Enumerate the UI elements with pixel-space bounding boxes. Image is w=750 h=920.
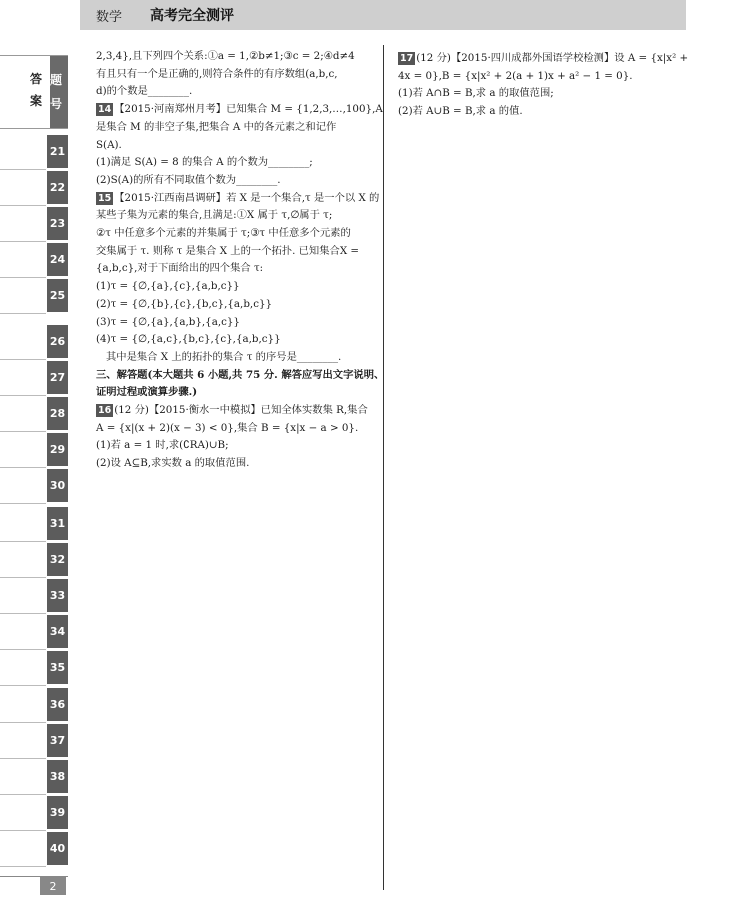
text-line (398, 85, 694, 103)
right-column (398, 50, 694, 121)
text-line (398, 103, 694, 121)
answer-line (0, 577, 46, 578)
line-text: 三、解答题(本大题共 6 小题,共 75 分. 解答应写出文字说明、 (96, 368, 385, 381)
answer-line (0, 205, 46, 206)
question-number-label: 题号 (50, 56, 68, 128)
question-number-29: 29 (47, 433, 68, 466)
question-number-33: 33 (47, 579, 68, 612)
answer-line (0, 685, 46, 686)
line-text: {a,b,c},对于下面给出的四个集合 τ: (96, 262, 264, 275)
question-number-30: 30 (47, 469, 68, 502)
answer-line (0, 359, 46, 360)
text-line (96, 437, 372, 455)
question-number-32: 32 (47, 543, 68, 576)
answer-line (0, 758, 46, 759)
text-line (96, 455, 372, 473)
question-number-40: 40 (47, 832, 68, 865)
question-number-38: 38 (47, 760, 68, 793)
line-text: (2)设 A⊆B,求实数 a 的取值范围. (96, 457, 250, 470)
text-line (96, 420, 372, 438)
question-number-37: 37 (47, 724, 68, 757)
line-text: (2)τ = {∅,{b},{c},{b,c},{a,b,c}} (96, 297, 273, 310)
answer-sidebar (0, 55, 68, 865)
line-text: d)的个数是________. (96, 85, 193, 98)
question-number-28: 28 (47, 397, 68, 430)
line-text: (1)若 A∩B = B,求 a 的取值范围; (398, 87, 554, 100)
text-line (398, 50, 694, 68)
text-line (96, 367, 385, 385)
line-text: S(A). (96, 138, 122, 151)
line-text: 证明过程或演算步骤.) (96, 386, 198, 399)
line-text: 4x = 0},B = {x|x² + 2(a + 1)x + a² − 1 = 0}. (398, 69, 633, 82)
line-text: (2)S(A)的所有不同取值个数为________. (96, 173, 281, 186)
line-text: 某些子集为元素的集合,且满足:①X 属于 τ,∅属于 τ; (96, 209, 333, 222)
line-text: 其中是集合 X 上的拓扑的集合 τ 的序号是________. (106, 350, 342, 363)
line-text: 【2015·河南郑州月考】已知集合 M = {1,2,3,…,100},A (114, 103, 383, 116)
text-line (96, 154, 372, 172)
text-line (96, 243, 372, 261)
answer-line (0, 431, 46, 432)
text-line (96, 137, 372, 155)
text-line (96, 48, 372, 66)
answer-line (0, 722, 46, 723)
question-number-34: 34 (47, 615, 68, 648)
line-text: 是集合 M 的非空子集,把集合 A 中的各元素之和记作 (96, 120, 337, 133)
question-number-21: 21 (47, 135, 68, 168)
text-line (96, 314, 372, 332)
question-number-35: 35 (47, 651, 68, 684)
left-column (96, 48, 385, 473)
text-line (96, 278, 372, 296)
question-number-39: 39 (47, 796, 68, 829)
text-line (96, 225, 372, 243)
problem-number-badge: 14 (98, 104, 112, 116)
text-line (96, 172, 372, 190)
line-text: (1)τ = {∅,{a},{c},{a,b,c}} (96, 280, 240, 293)
answer-line (0, 649, 46, 650)
line-text: (12 分)【2015·四川成都外国语学校检测】设 A = {x|x² + (416, 52, 689, 64)
question-number-24: 24 (47, 243, 68, 276)
text-line (96, 101, 383, 119)
answer-line (0, 241, 46, 242)
question-number-36: 36 (47, 688, 68, 721)
answer-line (0, 866, 46, 867)
text-line (96, 331, 372, 349)
series-title: 高考完全测评 (150, 8, 235, 24)
line-text: A = {x|(x + 2)(x − 3) < 0},集合 B = {x|x − a > 0}. (96, 421, 359, 434)
answer-line (0, 541, 46, 542)
page-header (80, 0, 686, 30)
answer-line (0, 830, 46, 831)
answer-line (0, 613, 46, 614)
text-line (96, 296, 372, 314)
question-number-22: 22 (47, 171, 68, 204)
line-text: 【2015·江西南昌调研】若 X 是一个集合,τ 是一个以 X 的 (114, 191, 380, 204)
text-line (96, 349, 372, 367)
line-text: (1)若 a = 1 时,求(∁RA)∪B; (96, 439, 229, 452)
answer-line (0, 503, 46, 504)
answer-line (0, 794, 46, 795)
line-text: 交集属于 τ. 则称 τ 是集合 X 上的一个拓扑. 已知集合X = (96, 244, 360, 257)
subject-label: 数学 (96, 9, 123, 25)
line-text: (4)τ = {∅,{a,c},{b,c},{c},{a,b,c}} (96, 333, 281, 346)
text-line (398, 68, 694, 86)
answer-header (0, 55, 68, 129)
answer-label: 答案 (30, 72, 43, 108)
page-number: 2 (40, 877, 66, 895)
line-text: 2,3,4},且下列四个关系:①a = 1,②b≠1;③c = 2;④d≠4 (96, 50, 355, 62)
question-number-25: 25 (47, 279, 68, 312)
line-text: (2)若 A∪B = B,求 a 的值. (398, 105, 523, 118)
problem-number-badge: 15 (98, 192, 112, 204)
question-number-31: 31 (47, 507, 68, 540)
text-line (96, 402, 372, 420)
line-text: ②τ 中任意多个元素的并集属于 τ;③τ 中任意多个元素的 (96, 227, 351, 240)
column-divider (383, 45, 384, 890)
question-number-26: 26 (47, 325, 68, 358)
line-text: (12 分)【2015·衡水一中模拟】已知全体实数集 R,集合 (114, 404, 368, 417)
problem-number-badge: 16 (98, 405, 112, 417)
text-line (96, 384, 372, 402)
text-line (96, 83, 372, 101)
question-number-23: 23 (47, 207, 68, 240)
text-line (96, 207, 372, 225)
text-line (96, 119, 372, 137)
answer-line (0, 313, 46, 314)
line-text: 有且只有一个是正确的,则符合条件的有序数组(a,b,c, (96, 67, 338, 80)
answer-line (0, 395, 46, 396)
text-line (96, 66, 372, 84)
question-number-27: 27 (47, 361, 68, 394)
problem-number-badge: 17 (400, 53, 414, 64)
answer-line (0, 467, 46, 468)
answer-line (0, 169, 46, 170)
line-text: (1)满足 S(A) = 8 的集合 A 的个数为________; (96, 156, 313, 169)
text-line (96, 190, 380, 208)
answer-line (0, 277, 46, 278)
line-text: (3)τ = {∅,{a},{a,b},{a,c}} (96, 315, 240, 328)
text-line (96, 260, 372, 278)
